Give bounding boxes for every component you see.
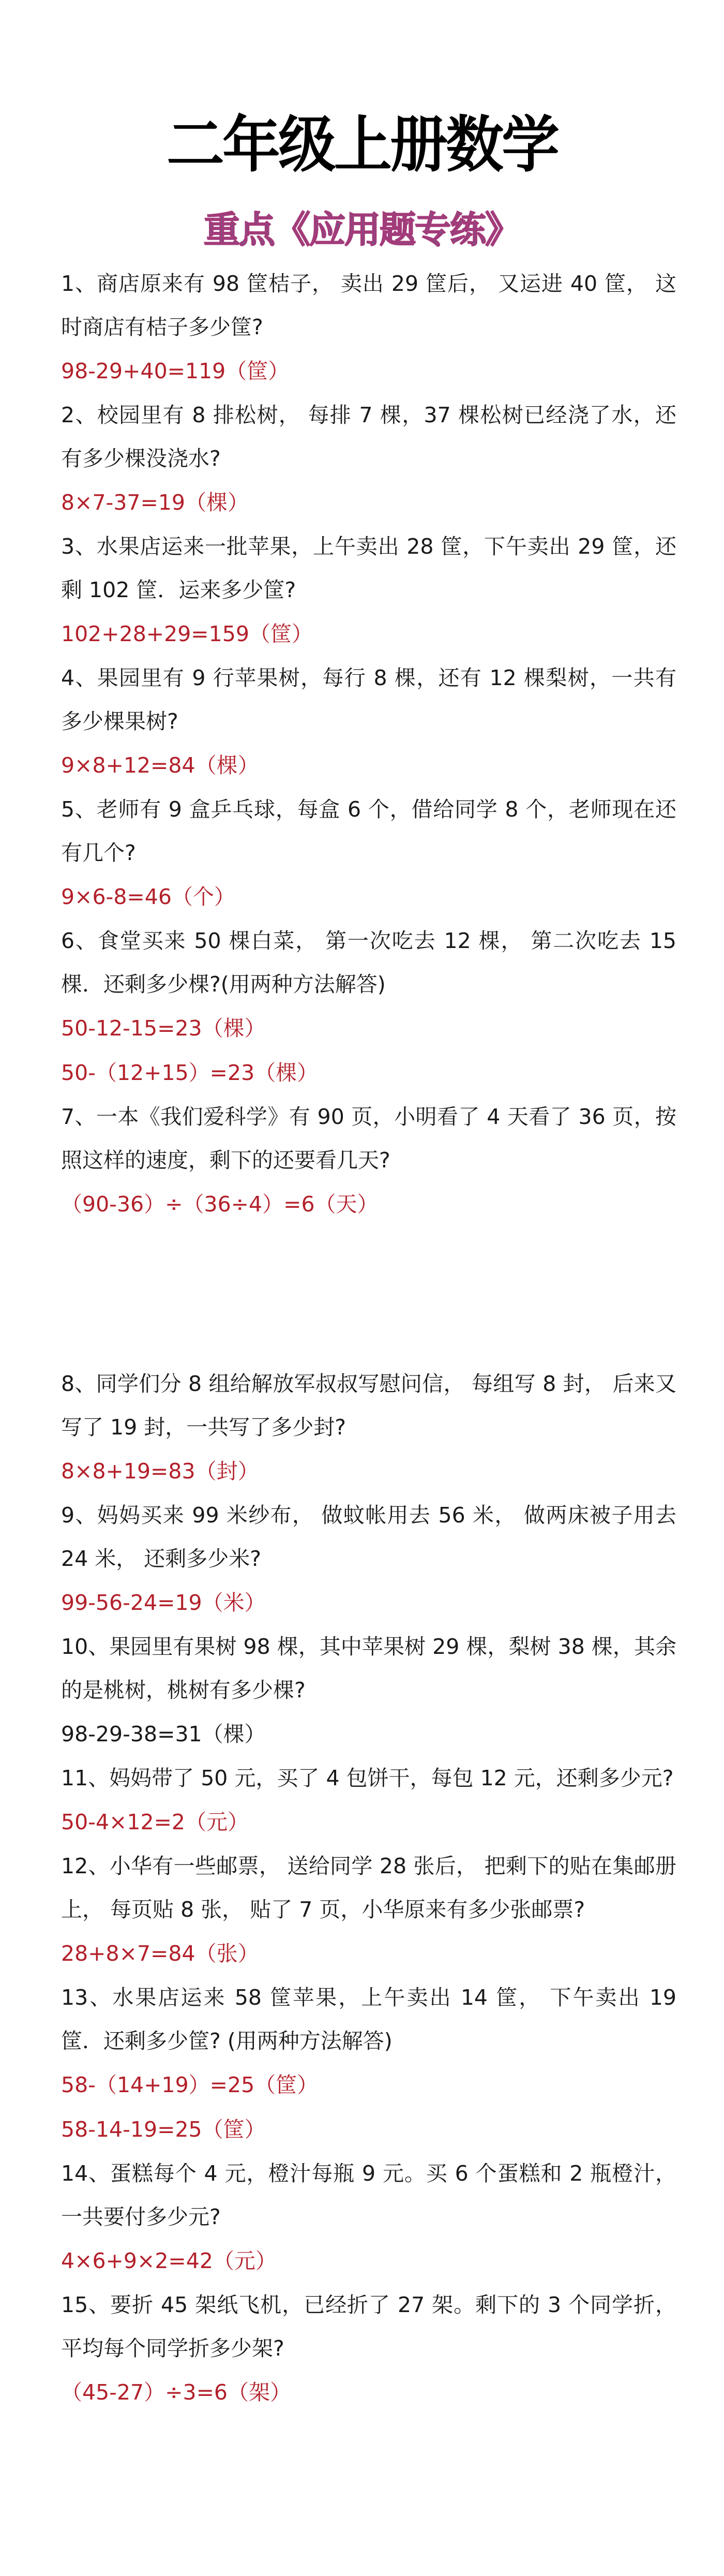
problem-answer: 99-56-24=19（米）	[61, 1590, 266, 1615]
problem-answer: （45-27）÷3=6（架）	[61, 2380, 292, 2405]
problem-answer: 50-4×12=2（元）	[61, 1810, 249, 1834]
problem-answer: 4×6+9×2=42（元）	[61, 2248, 277, 2273]
problem-item	[61, 393, 676, 525]
problem-question: 12、小华有一些邮票， 送给同学 28 张后， 把剩下的贴在集邮册上， 每页贴 8 张， 贴了 7 页，小华原来有多少张邮票?	[61, 1854, 676, 1922]
page-break-spacer	[61, 1226, 676, 1362]
problem-answer: 98-29+40=119（筐）	[61, 359, 290, 383]
problem-item	[61, 1844, 676, 1976]
problem-answer: 58-14-19=25（筐）	[61, 2117, 266, 2142]
problem-question: 9、妈妈买来 99 米纱布， 做蚊帐用去 56 米， 做两床被子用去 24 米， 还剩多少米?	[61, 1503, 676, 1571]
problem-answer: 9×6-8=46（个）	[61, 884, 235, 909]
problem-item	[61, 2283, 676, 2415]
problem-answer: 102+28+29=159（筐）	[61, 621, 313, 646]
problem-item	[61, 1493, 676, 1625]
problem-item	[61, 788, 676, 919]
problem-answer: 9×8+12=84（棵）	[61, 753, 259, 778]
problem-question: 7、一本《我们爱科学》有 90 页，小明看了 4 天看了 36 页，按照这样的速度，剩下的还要看几天?	[61, 1104, 676, 1173]
problem-answer: 58-（14+19）=25（筐）	[61, 2072, 319, 2097]
problem-item	[61, 525, 676, 656]
problem-question: 15、要折 45 架纸飞机，已经折了 27 架。剩下的 3 个同学折，平均每个同学折多少架?	[61, 2292, 676, 2361]
problem-item	[61, 1976, 676, 2152]
problem-item	[61, 1756, 676, 1844]
problem-question: 14、蛋糕每个 4 元，橙汁每瓶 9 元。买 6 个蛋糕和 2 瓶橙汁，一共要付多少元?	[61, 2161, 676, 2229]
problem-item	[61, 1362, 676, 1493]
subtitle-text: 重点《应用题专练》	[204, 209, 520, 251]
problem-answer: 50-12-15=23（棵）	[61, 1016, 266, 1041]
problem-question: 1、商店原来有 98 筐桔子， 卖出 29 筐后， 又运进 40 筐， 这时商店有桔子多少筐?	[61, 271, 676, 339]
problem-item	[61, 262, 676, 393]
problem-list	[61, 262, 676, 2415]
problem-item	[61, 1625, 676, 1756]
problem-group-1	[61, 262, 676, 1226]
problem-item	[61, 919, 676, 1095]
problem-question: 5、老师有 9 盒乒乓球，每盒 6 个，借给同学 8 个，老师现在还有几个?	[61, 797, 676, 865]
problem-question: 11、妈妈带了 50 元，买了 4 包饼干，每包 12 元，还剩多少元?	[61, 1766, 674, 1790]
problem-answer: 8×7-37=19（棵）	[61, 490, 249, 515]
problem-question: 3、水果店运来一批苹果，上午卖出 28 筐，下午卖出 29 筐，还剩 102 筐．运来多少筐?	[61, 534, 676, 602]
problem-question: 6、食堂买来 50 棵白菜， 第一次吃去 12 棵， 第二次吃去 15 棵．还剩多少棵?(用两种方法解答)	[61, 928, 676, 997]
problem-group-2	[61, 1362, 676, 2415]
problem-question: 2、校园里有 8 排松树， 每排 7 棵，37 棵松树已经浇了水，还有多少棵没浇水?	[61, 403, 676, 471]
page-title: 二年级上册数学	[167, 110, 557, 181]
problem-question: 13、水果店运来 58 筐苹果，上午卖出 14 筐， 下午卖出 19 筐．还剩多少筐? (用两种方法解答)	[61, 1985, 676, 2053]
problem-question: 8、同学们分 8 组给解放军叔叔写慰问信， 每组写 8 封， 后来又写了 19 封，一共写了多少封?	[61, 1371, 676, 1440]
problem-item	[61, 2152, 676, 2283]
problem-answer: （90-36）÷（36÷4）=6（天）	[61, 1192, 379, 1217]
problem-item	[61, 656, 676, 788]
problem-answer: 50-（12+15）=23（棵）	[61, 1060, 319, 1085]
problem-question: 4、果园里有 9 行苹果树，每行 8 棵，还有 12 棵梨树，一共有多少棵果树?	[61, 665, 676, 734]
problem-item	[61, 1095, 676, 1226]
problem-answer: 98-29-38=31（棵）	[61, 1722, 266, 1746]
problem-question: 10、果园里有果树 98 棵，其中苹果树 29 棵，梨树 38 棵，其余的是桃树，桃树有多少棵?	[61, 1634, 676, 1702]
problem-answer: 8×8+19=83（封）	[61, 1459, 259, 1484]
problem-answer: 28+8×7=84（张）	[61, 1941, 259, 1966]
page-subtitle	[0, 201, 724, 253]
